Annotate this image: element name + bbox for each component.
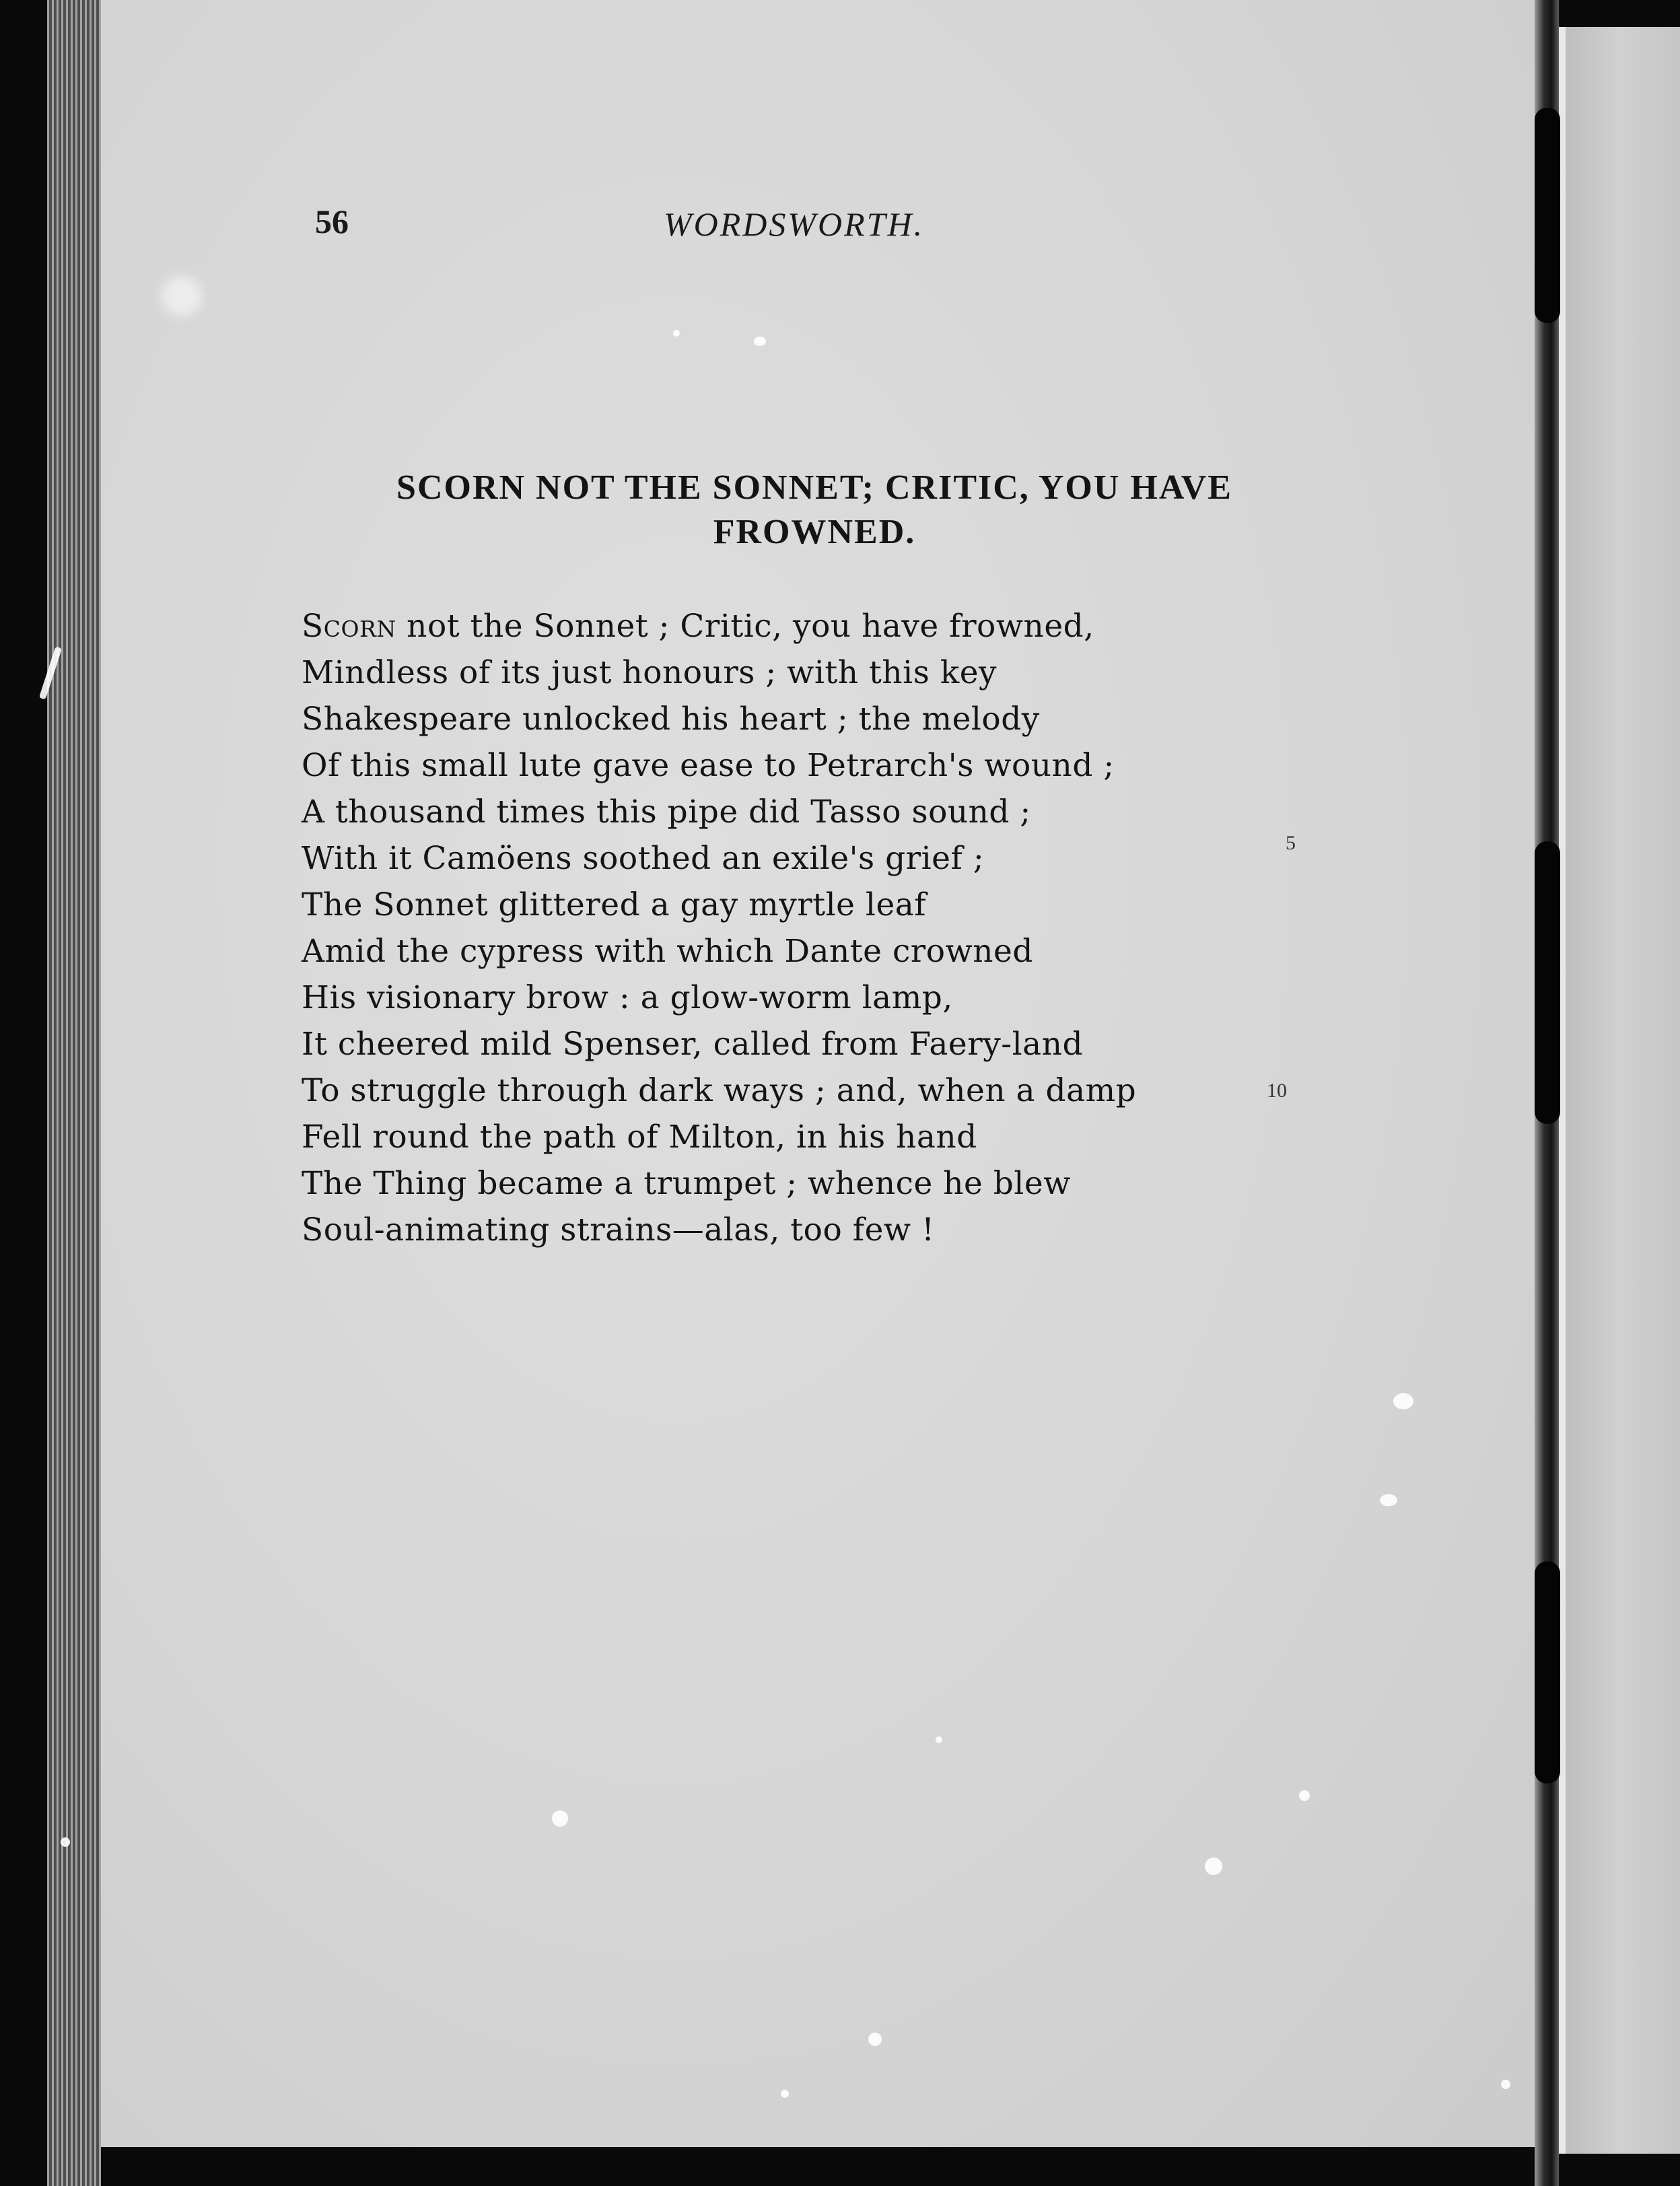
scan-speck <box>1299 1790 1310 1801</box>
poem-line: Soul-animating strains—alas, too few ! <box>302 1211 935 1248</box>
scan-speck <box>781 2090 789 2098</box>
binding-hole <box>1535 108 1560 323</box>
scan-speck <box>1501 2080 1510 2089</box>
page-stack-edge <box>47 0 101 2186</box>
poem-body <box>302 603 1392 1253</box>
line-number-5: 5 <box>1286 832 1296 854</box>
scan-speck <box>754 337 766 346</box>
poem-line: The Thing became a trumpet ; whence he blew <box>302 1165 1071 1202</box>
poem-line: The Sonnet glittered a gay myrtle leaf <box>302 886 927 923</box>
poem-first-line-rest: not the Sonnet ; Critic, you have frowned, <box>396 608 1094 645</box>
scan-speck <box>1380 1494 1397 1506</box>
poem-line: A thousand times this pipe did Tasso sound ; <box>302 794 1031 831</box>
line-number-10: 10 <box>1267 1080 1287 1102</box>
poem-line <box>302 603 1392 649</box>
poem-line: Mindless of its just honours ; with this key <box>302 654 998 691</box>
scan-speck <box>936 1736 942 1743</box>
scan-speck <box>868 2033 882 2046</box>
page-number: 56 <box>315 203 349 240</box>
poem-line: Amid the cypress with which Dante crowned <box>302 933 1033 970</box>
poem-line: To struggle through dark ways ; and, when a damp <box>302 1072 1137 1109</box>
running-head <box>101 202 1535 262</box>
poem-line: It cheered mild Spenser, called from Faery-land <box>302 1026 1084 1063</box>
poem-line: Of this small lute gave ease to Petrarch's wound ; <box>302 747 1115 784</box>
poem-title <box>303 466 1326 555</box>
binding-hole <box>1535 1561 1560 1784</box>
scan-speck <box>552 1810 568 1827</box>
facing-page-sliver <box>1559 27 1680 2154</box>
running-title: WORDSWORTH. <box>664 205 925 243</box>
poem-line: His visionary brow : a glow-worm lamp, <box>302 979 953 1016</box>
scan-speck <box>1393 1393 1413 1409</box>
binding-hole <box>1535 841 1560 1124</box>
poem-line: With it Camöens soothed an exile's grief ; <box>302 840 985 877</box>
scan-speck <box>1205 1858 1222 1875</box>
poem-line: Shakespeare unlocked his heart ; the melody <box>302 701 1040 738</box>
scan-speck <box>61 1837 70 1847</box>
poem-title-line-2: FROWNED. <box>713 513 916 551</box>
scan-speck <box>162 276 202 316</box>
poem-first-word: Scorn <box>302 608 396 645</box>
scan-speck <box>673 330 680 337</box>
poem-line: Fell round the path of Milton, in his hand <box>302 1119 977 1156</box>
poem-title-line-1: SCORN NOT THE SONNET; CRITIC, YOU HAVE <box>396 468 1232 507</box>
